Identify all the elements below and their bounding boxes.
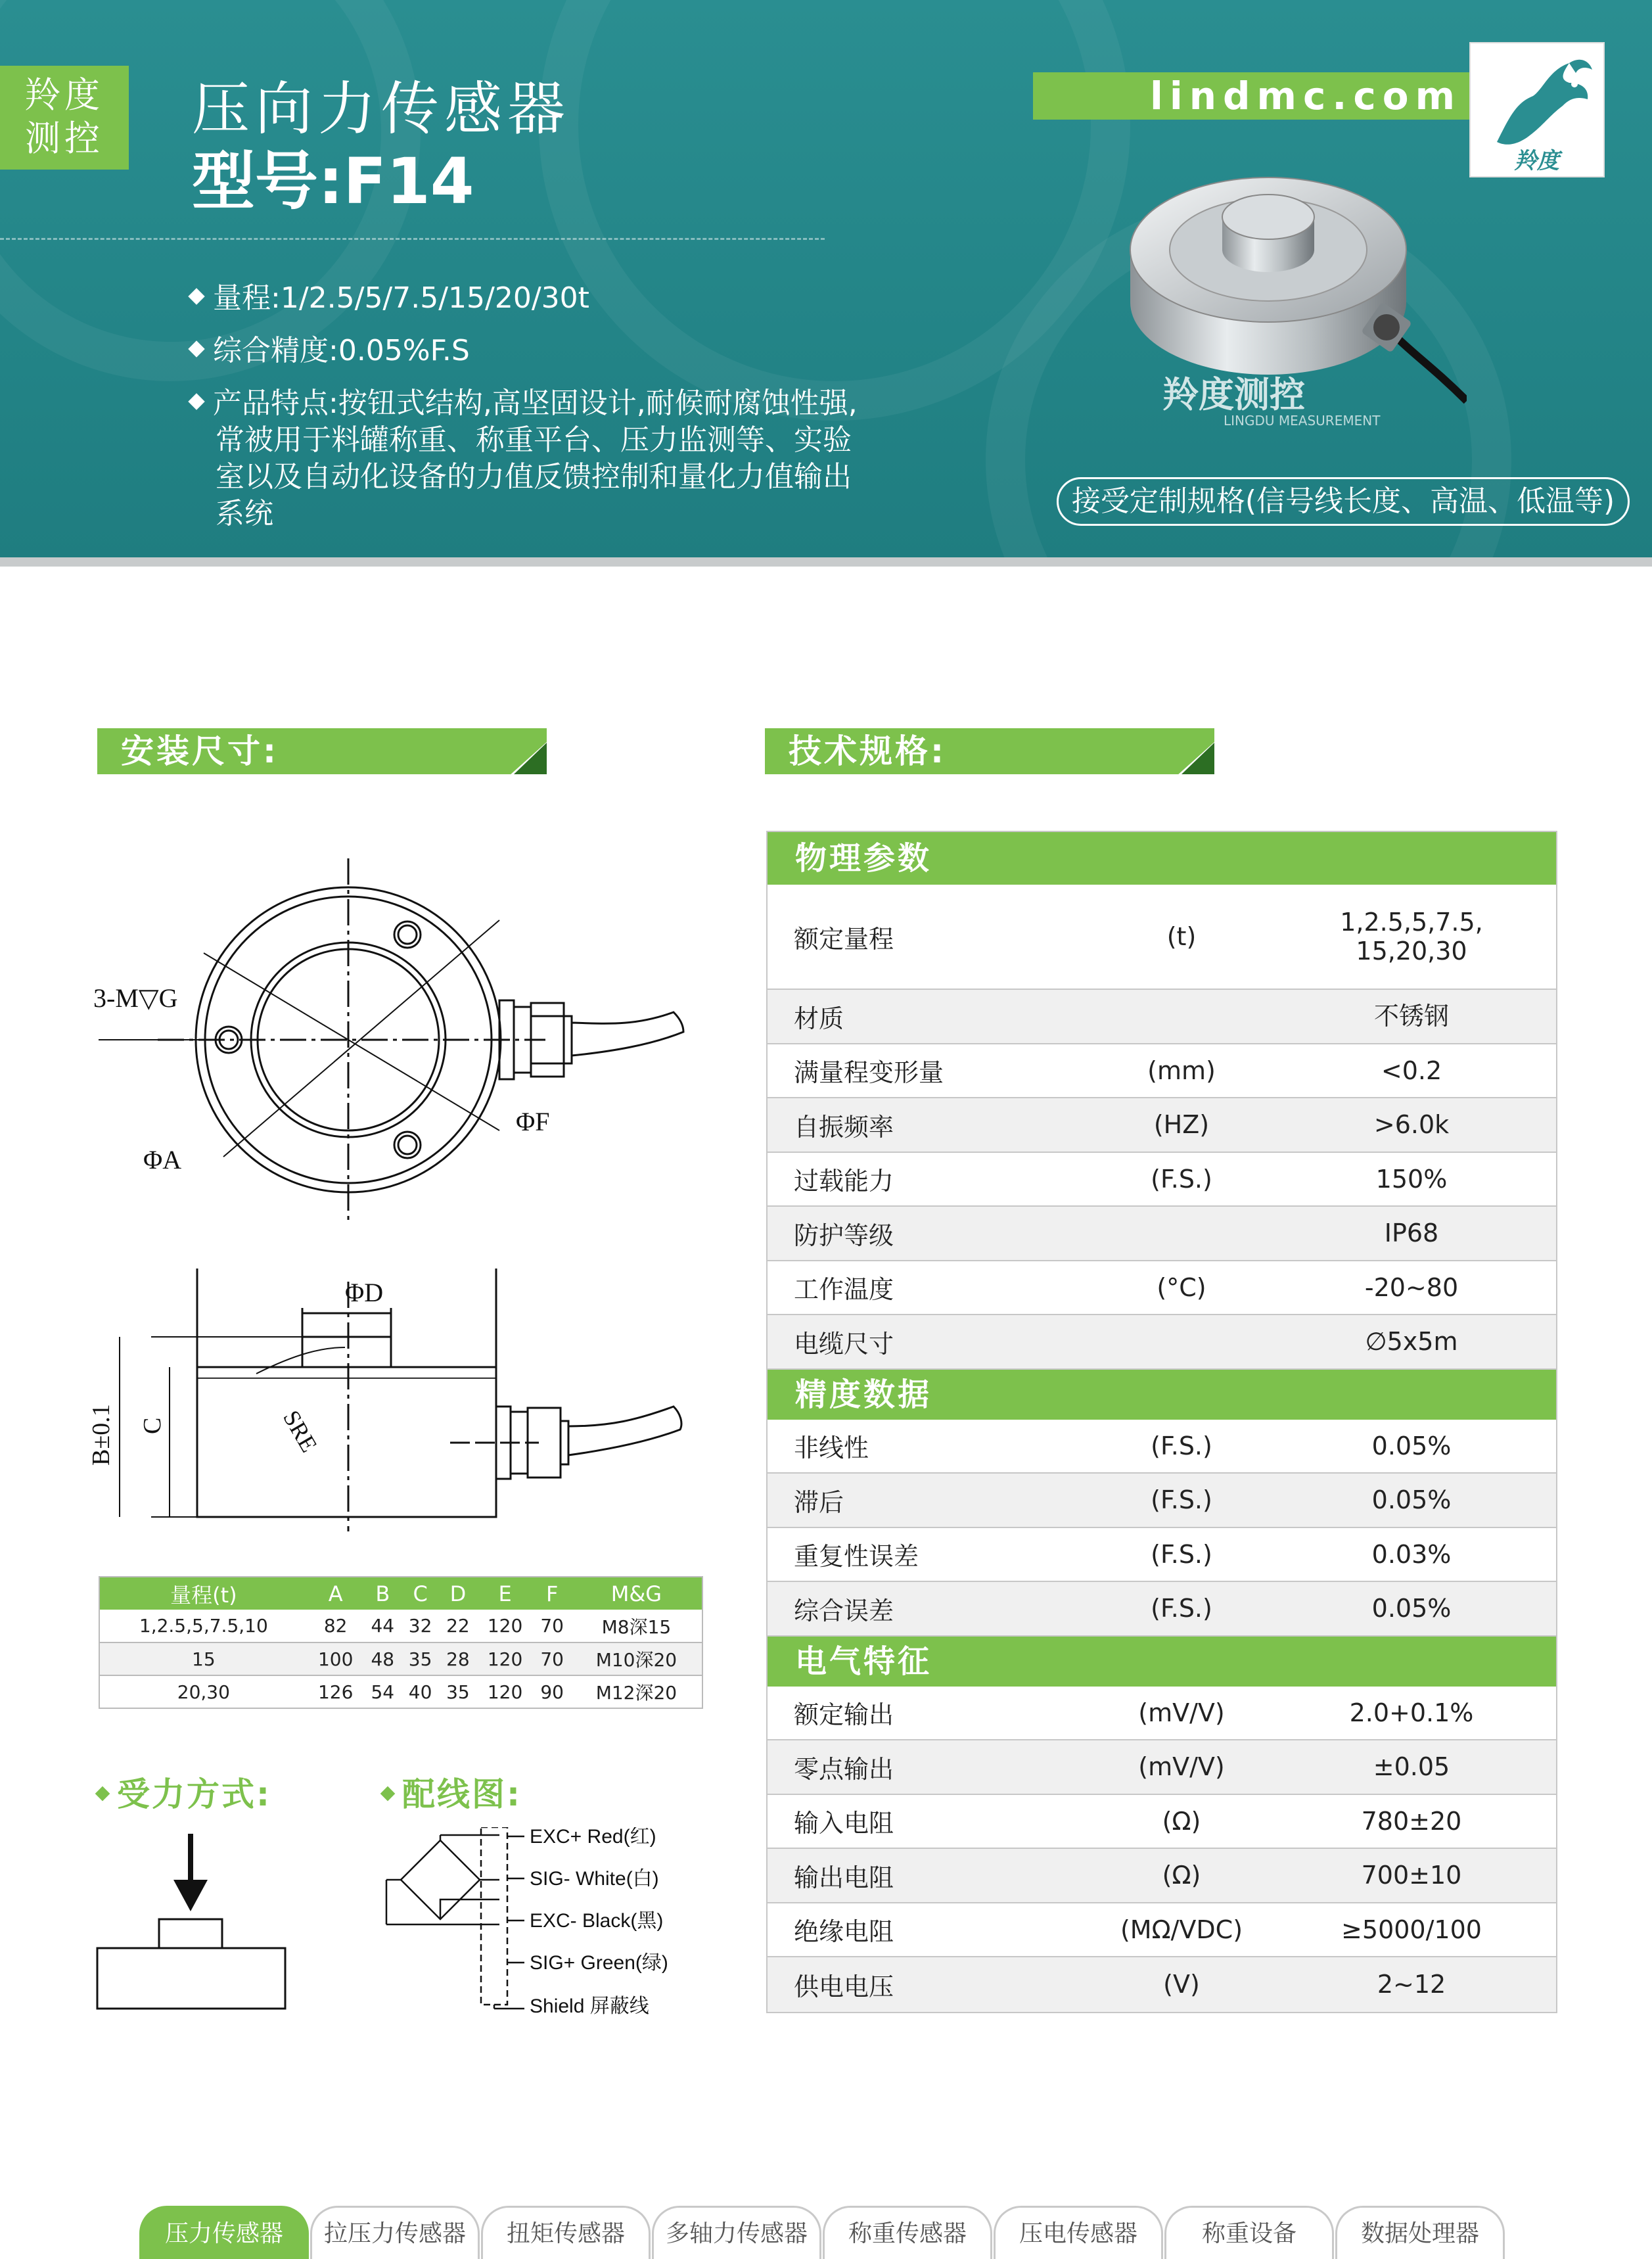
bullet-features: 产品特点:按钮式结构,高坚固设计,耐候耐腐蚀性强,常被用于料罐称重、称重平台、压力监测等、实验室以及自动化设备的力值反馈控制和量化力值输出系统 [191, 385, 867, 532]
spec-row: 输出电阻 (Ω) 700±10 [768, 1849, 1556, 1903]
brand-line-2: 测控 [25, 118, 104, 159]
spec-row: 防护等级 IP68 [768, 1207, 1556, 1261]
col-header: C [402, 1577, 439, 1610]
diamond-icon [188, 393, 204, 409]
category-tabs [139, 2206, 1506, 2259]
svg-text:EXC- Black(黑): EXC- Black(黑) [530, 1910, 664, 1932]
spec-row: 绝缘电阻 (MΩ/VDC) ≥5000/100 [768, 1903, 1556, 1958]
spec-row: 额定量程 (t) 1,2.5,5,7.5, 15,20,30 [768, 885, 1556, 990]
col-header: D [439, 1577, 476, 1610]
spec-row: 综合误差 (F.S.) 0.05% [768, 1582, 1556, 1637]
tab-data-processor[interactable]: 数据处理器 [1335, 2206, 1505, 2259]
spec-row: 工作温度 (°C) -20~80 [768, 1261, 1556, 1316]
brand-logo [1469, 42, 1605, 177]
bullet-accuracy: 综合精度:0.05%F.S [191, 333, 881, 369]
table-row: 15 100 48 35 28 120 70 M10深20 [99, 1642, 702, 1675]
header-divider [0, 238, 825, 240]
diamond-icon [95, 1786, 110, 1802]
product-model: 型号:F14 [192, 145, 474, 218]
wiring-heading: 配线图: [382, 1768, 522, 1815]
dimension-table [99, 1576, 703, 1709]
spec-row: 输入电阻 (Ω) 780±20 [768, 1795, 1556, 1850]
website-url[interactable]: lindmc.com [1033, 72, 1578, 120]
svg-text:3-M▽G: 3-M▽G [93, 983, 178, 1013]
svg-text:ΦF: ΦF [516, 1107, 550, 1136]
svg-text:羚度: 羚度 [1515, 148, 1559, 174]
col-header: F [534, 1577, 571, 1610]
svg-text:SIG- White(白): SIG- White(白) [530, 1868, 659, 1890]
tab-tension-compression-sensor[interactable]: 拉压力传感器 [310, 2206, 480, 2259]
spec-row: 电缆尺寸 ∅5x5m [768, 1315, 1556, 1370]
custom-spec-note: 接受定制规格(信号线长度、高温、低温等) [1057, 477, 1630, 526]
spec-row: 供电电压 (V) 2~12 [768, 1957, 1556, 2012]
col-header: 量程(t) [99, 1577, 308, 1610]
spec-group-electrical: 电气特征 [768, 1637, 1556, 1687]
table-row: 1,2.5,5,7.5,10 82 44 32 22 120 70 M8深15 [99, 1610, 702, 1642]
spec-row: 满量程变形量 (mm) <0.2 [768, 1044, 1556, 1099]
spec-row: 材质 不锈钢 [768, 990, 1556, 1044]
spec-row: 重复性误差 (F.S.) 0.03% [768, 1528, 1556, 1583]
force-heading: 受力方式: [97, 1768, 271, 1815]
watermark-en: LINGDU MEASUREMENT [1224, 413, 1381, 429]
diamond-icon [188, 288, 204, 304]
col-header: A [308, 1577, 364, 1610]
svg-text:B±0.1: B±0.1 [87, 1404, 115, 1466]
spec-group-physical: 物理参数 [768, 832, 1556, 885]
svg-text:ΦA: ΦA [143, 1145, 182, 1175]
section-spec: 技术规格: [765, 728, 1214, 774]
brand-line-1: 羚度 [25, 74, 104, 116]
header-banner [0, 0, 1652, 557]
spec-group-accuracy: 精度数据 [768, 1370, 1556, 1420]
tab-weighing-equipment[interactable]: 称重设备 [1164, 2206, 1334, 2259]
svg-text:Shield 屏蔽线: Shield 屏蔽线 [530, 1995, 649, 2017]
tab-pressure-sensor[interactable]: 压力传感器 [139, 2206, 309, 2259]
spec-row: 滞后 (F.S.) 0.05% [768, 1474, 1556, 1528]
table-header-row [99, 1577, 702, 1610]
product-title: 压向力传感器 [192, 75, 571, 143]
header-shadow [0, 557, 1652, 567]
svg-text:C: C [139, 1417, 166, 1434]
tab-torque-sensor[interactable]: 扭矩传感器 [481, 2206, 651, 2259]
svg-text:EXC+ Red(红): EXC+ Red(红) [530, 1827, 656, 1848]
force-arrow-icon [173, 1880, 208, 1911]
section-install: 安装尺寸: [97, 728, 547, 774]
side-view-drawing [85, 1269, 716, 1531]
force-diagram [92, 1834, 296, 2018]
watermark: 羚度测控 [1163, 374, 1305, 415]
col-header: E [477, 1577, 534, 1610]
svg-text:SRE: SRE [278, 1406, 323, 1457]
col-header: M&G [571, 1577, 702, 1610]
table-row: 20,30 126 54 40 35 120 90 M12深20 [99, 1675, 702, 1708]
spec-row: 过载能力 (F.S.) 150% [768, 1153, 1556, 1207]
tab-load-cell[interactable]: 称重传感器 [823, 2206, 992, 2259]
spec-row: 自振频率 (HZ) >6.0k [768, 1098, 1556, 1153]
top-view-drawing [85, 854, 716, 1229]
svg-text:ΦD: ΦD [345, 1278, 384, 1307]
spec-row: 非线性 (F.S.) 0.05% [768, 1420, 1556, 1474]
diamond-icon [380, 1786, 396, 1802]
spec-row: 额定输出 (mV/V) 2.0+0.1% [768, 1687, 1556, 1741]
brand-badge [0, 66, 129, 170]
wiring-diagram [381, 1827, 690, 2024]
spec-row: 零点输出 (mV/V) ±0.05 [768, 1740, 1556, 1795]
tab-multi-axis-sensor[interactable]: 多轴力传感器 [652, 2206, 821, 2259]
bullet-range: 量程:1/2.5/5/7.5/15/20/30t [191, 280, 881, 317]
spec-table [766, 831, 1557, 2013]
col-header: B [364, 1577, 402, 1610]
diamond-icon [188, 340, 204, 357]
svg-text:SIG+ Green(绿): SIG+ Green(绿) [530, 1952, 668, 1974]
tab-piezo-sensor[interactable]: 压电传感器 [994, 2206, 1163, 2259]
antelope-logo-icon [1471, 43, 1603, 176]
